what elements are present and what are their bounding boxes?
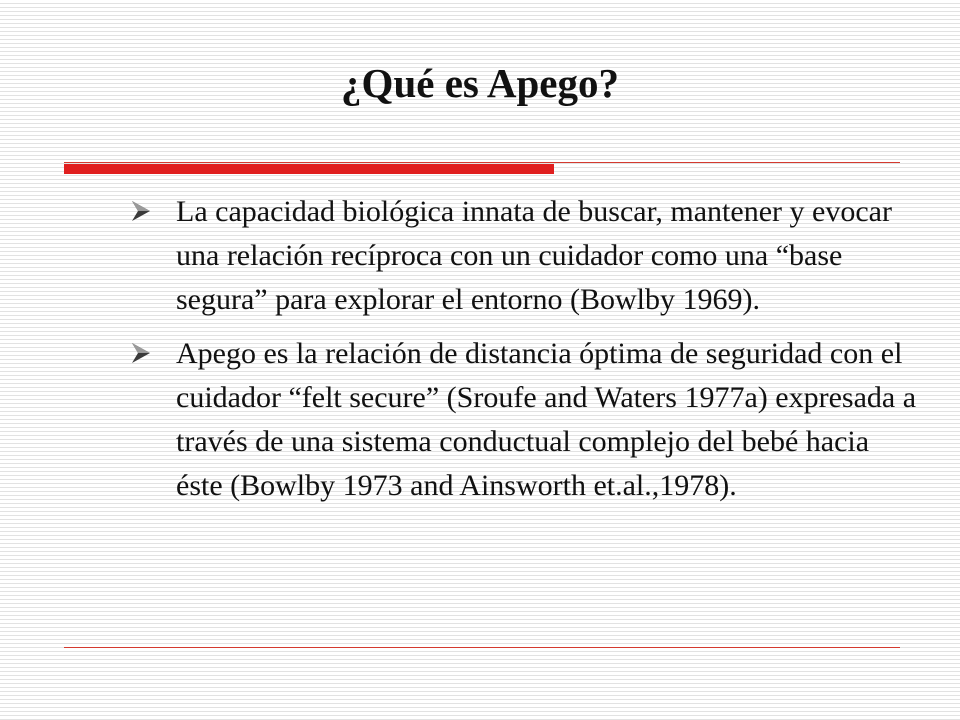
bullet-text: La capacidad biológica innata de buscar, mantener y evocar una relación recíproca con un cuidador como una “base segura” para explorar el entorno (Bowlby 1969). xyxy=(176,195,892,316)
bullet-item xyxy=(128,190,918,322)
bullet-item xyxy=(128,332,918,508)
bullet-list xyxy=(128,190,918,518)
bottom-divider xyxy=(64,647,900,648)
title-divider-accent-bar xyxy=(64,164,554,174)
arrowhead-bullet-icon xyxy=(128,340,154,366)
arrowhead-bullet-icon xyxy=(128,198,154,224)
slide-title: ¿Qué es Apego? xyxy=(341,60,619,106)
title-divider-thin xyxy=(64,162,900,163)
bullet-text: Apego es la relación de distancia óptima de seguridad con el cuidador “felt secure” (Sroufe and Waters 1977a) expresada a través de una sistema conductual complejo del bebé hacia éste (Bowlby 1973 and Ainsworth et.al.,1978). xyxy=(176,337,917,502)
